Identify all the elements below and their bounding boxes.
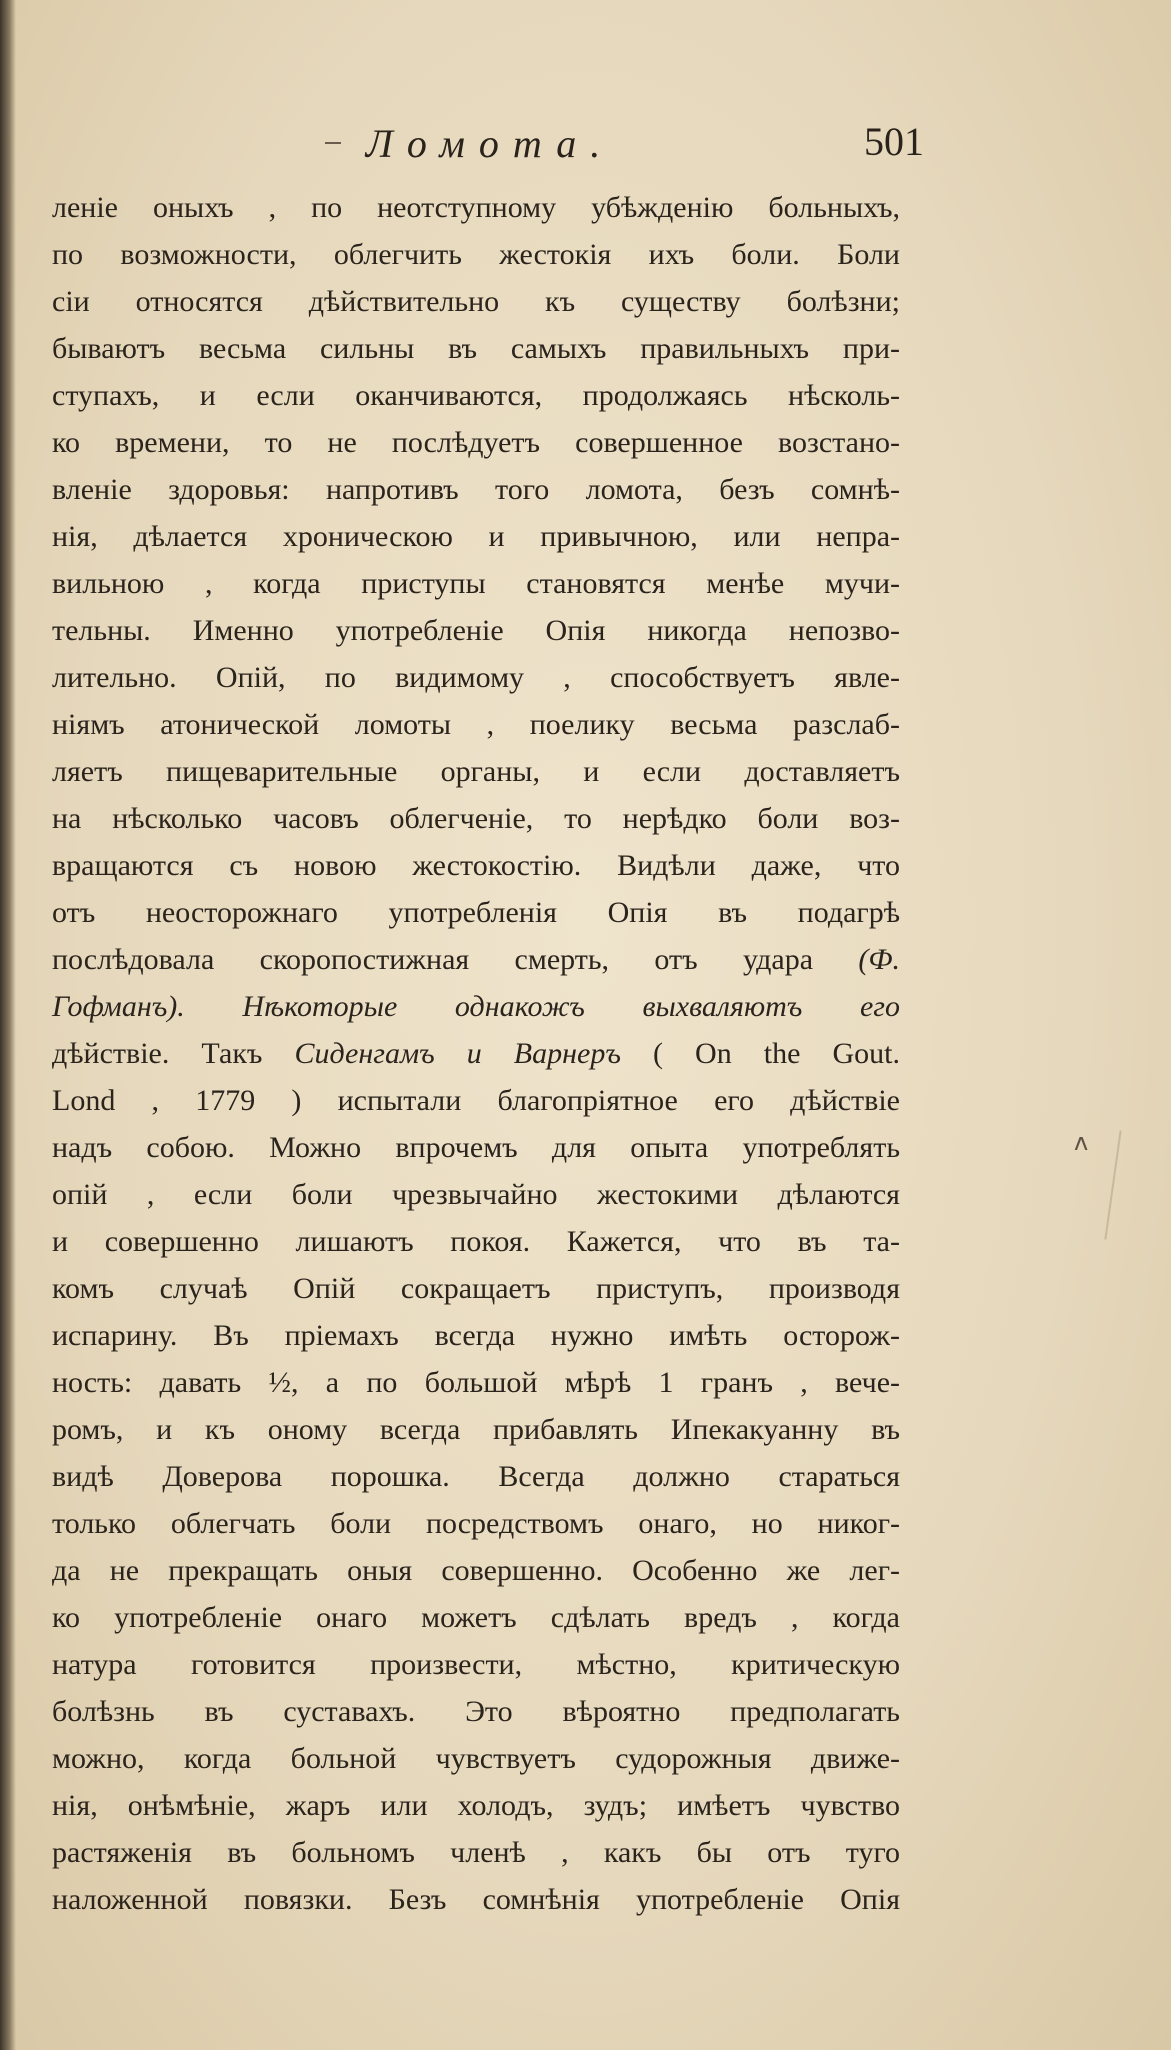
text-line: растяженія въ больномъ членѣ , какъ бы отъ туго [52, 1836, 900, 1869]
text-segment: ность: давать [52, 1366, 242, 1399]
binding-gutter [0, 0, 16, 2050]
text-line: на нѣсколько часовъ облегченіе, то нерѣдко боли воз- [52, 802, 900, 835]
text-line: леніе оныхъ , по неотступному убѣжденію больныхъ, [52, 191, 900, 224]
text-line: можно, когда больной чувствуетъ судорожныя движе- [52, 1742, 900, 1775]
text-line: ніямъ атонической ломоты , поелику весьма разслаб- [52, 708, 900, 741]
text-segment: послѣдовала скоропостижная смерть, отъ удара [52, 943, 814, 976]
text-line: вильною , когда приступы становятся менѣе мучи- [52, 567, 900, 600]
text-line: ромъ, и къ оному всегда прибавлять Ипекакуанну въ [52, 1413, 900, 1446]
italic-reference: (Ф. [858, 943, 900, 976]
text-line: бываютъ весьма сильны въ самыхъ правильныхъ при- [52, 332, 900, 365]
text-line: ко употребленіе онаго можетъ сдѣлать вредъ , когда [52, 1601, 900, 1634]
text-segment: ( On the Gout. [652, 1037, 901, 1070]
text-line: натура готовится произвести, мѣстно, критическую [52, 1648, 900, 1681]
text-line: ступахъ, и если оканчиваются, продолжаясь нѣсколь- [52, 379, 900, 412]
text-segment: дѣйствіе. Такъ [52, 1037, 263, 1070]
text-segment: Гофманъ). Нѣкоторые однакожъ выхваляютъ его [52, 990, 900, 1023]
text-line: комъ случаѣ Опій сокращаетъ приступъ, производя [52, 1272, 900, 1305]
text-line: да не прекращать оныя совершенно. Особенно же лег- [52, 1554, 900, 1587]
text-line [52, 1030, 900, 1077]
text-line: ляетъ пищеварительные органы, и если доставляетъ [52, 755, 900, 788]
text-line: тельны. Именно употребленіе Опія никогда непозво- [52, 614, 900, 647]
text-line: лительно. Опій, по видимому , способствуетъ явле- [52, 661, 900, 694]
text-line: отъ неосторожнаго употребленія Опія въ подагрѣ [52, 896, 900, 929]
text-line: нія, онѣмѣніе, жаръ или холодъ, зудъ; имѣетъ чувство [52, 1789, 900, 1822]
text-line: наложенной повязки. Безъ сомнѣнія употребленіе Опія [52, 1883, 900, 1916]
text-line: опій , если боли чрезвычайно жестокими дѣлаются [52, 1178, 900, 1211]
text-line: нія, дѣлается хроническою и привычною, или непра- [52, 520, 900, 553]
text-line [52, 983, 900, 1030]
text-line: видѣ Доверова порошка. Всегда должно стараться [52, 1460, 900, 1493]
text-line: сіи относятся дѣйствительно къ существу болѣзни; [52, 285, 900, 318]
text-line: вращаются съ новою жестокостію. Видѣли даже, что [52, 849, 900, 882]
text-line: только облегчать боли посредствомъ онаго, но никог- [52, 1507, 900, 1540]
text-line [52, 1359, 900, 1406]
text-line: и совершенно лишаютъ покоя. Кажется, что въ та- [52, 1225, 900, 1258]
italic-reference: Сиденгамъ и Варнеръ [294, 1037, 621, 1070]
text-line: Lond , 1779 ) испытали благопріятное его дѣйствіе [52, 1084, 900, 1117]
text-line: по возможности, облегчить жестокія ихъ боли. Боли [52, 238, 900, 271]
margin-caret-mark: ʌ [1074, 1128, 1089, 1156]
text-line: ко времени, то не послѣдуетъ совершенное возстано- [52, 426, 900, 459]
text-line: болѣзнь въ суставахъ. Это вѣроятно предполагать [52, 1695, 900, 1728]
running-title: Ломота. [365, 121, 615, 166]
body-text [52, 184, 900, 1923]
fraction: ½ [268, 1366, 291, 1399]
text-line: надъ собою. Можно впрочемъ для опыта употреблять [52, 1131, 900, 1164]
text-line: испарину. Въ пріемахъ всегда нужно имѣть осторож- [52, 1319, 900, 1352]
text-line: вленіе здоровья: напротивъ того ломота, безъ сомнѣ- [52, 473, 900, 506]
page-header [60, 112, 924, 172]
text-line [52, 936, 900, 983]
text-segment: , а по большой мѣрѣ 1 гранъ , вече- [291, 1366, 900, 1399]
page-number: 501 [864, 119, 924, 164]
